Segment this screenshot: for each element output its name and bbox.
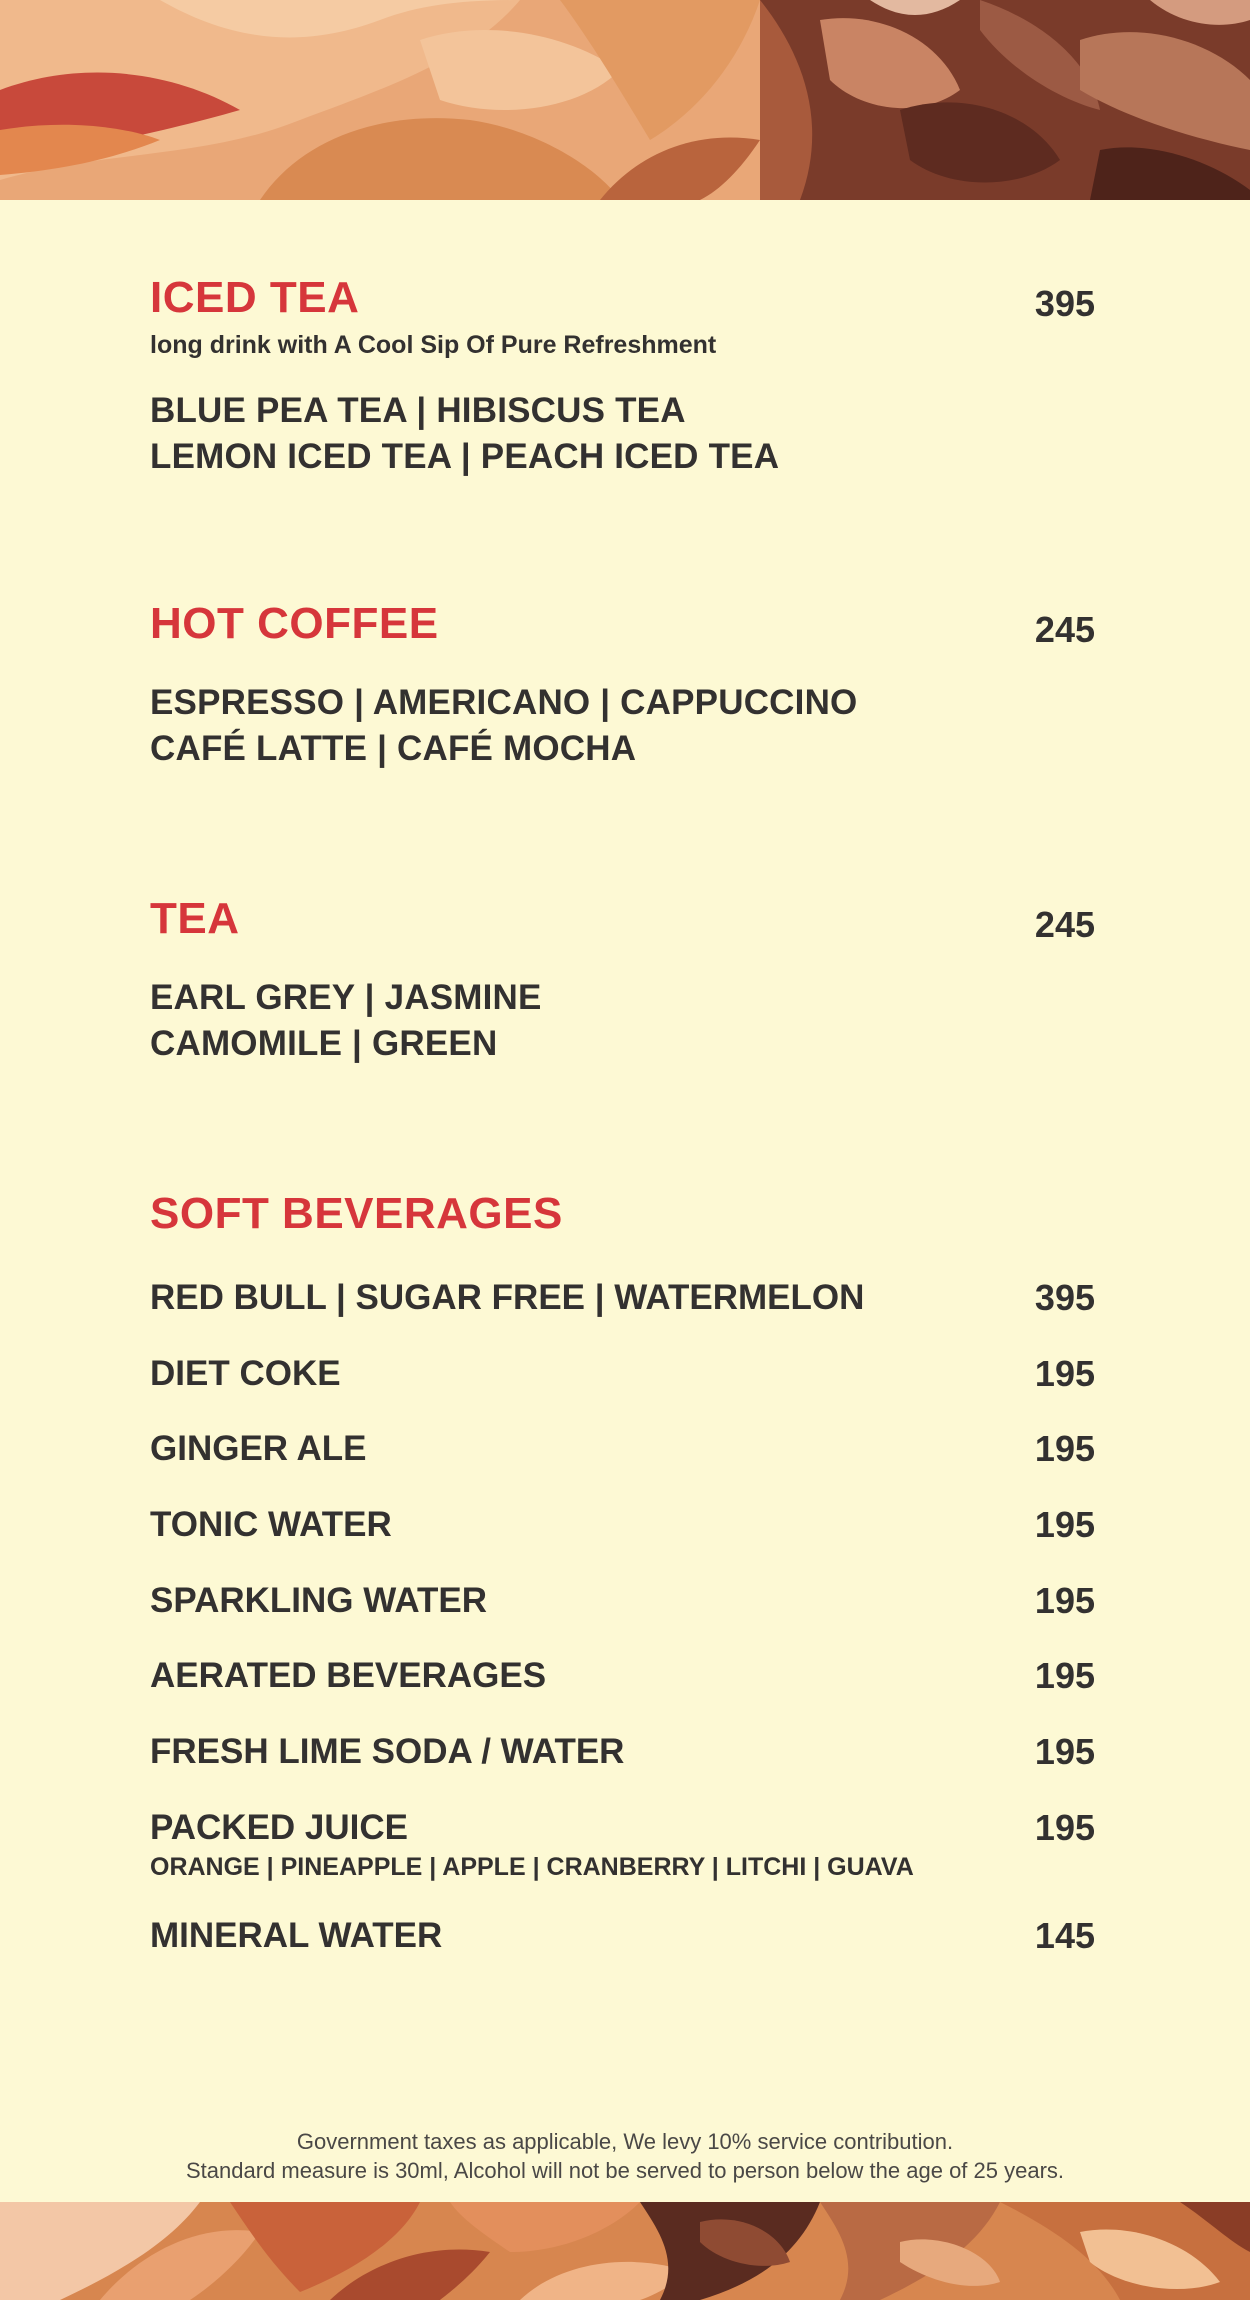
list-item — [150, 1502, 1095, 1548]
item-name: GINGER ALE — [150, 1429, 367, 1468]
iced-tea-section — [150, 272, 1095, 492]
floral-artwork-bottom — [0, 2202, 1250, 2300]
item-name: FRESH LIME SODA / WATER — [150, 1732, 625, 1771]
soft-beverages-heading: SOFT BEVERAGES — [150, 1189, 563, 1238]
floral-artwork-top — [0, 0, 1250, 200]
hot-coffee-varieties-line-2: CAFÉ LATTE | CAFÉ MOCHA — [150, 729, 637, 768]
item-name: SPARKLING WATER — [150, 1581, 488, 1620]
iced-tea-price: 395 — [1034, 283, 1095, 324]
tea-price: 245 — [1034, 904, 1095, 945]
item-name: AERATED BEVERAGES — [150, 1656, 547, 1695]
tea-section — [150, 893, 1095, 1073]
item-price: 195 — [1034, 1807, 1095, 1848]
list-item — [150, 1578, 1095, 1624]
list-item — [150, 1351, 1095, 1397]
item-name: MINERAL WATER — [150, 1916, 443, 1955]
list-item — [150, 1805, 1095, 1851]
item-price: 145 — [1034, 1915, 1095, 1956]
list-item — [150, 1913, 1095, 1959]
hot-coffee-heading: HOT COFFEE — [150, 599, 439, 648]
item-price: 395 — [1034, 1277, 1095, 1318]
hot-coffee-varieties-line-1: ESPRESSO | AMERICANO | CAPPUCCINO — [150, 683, 858, 722]
item-name: DIET COKE — [150, 1354, 341, 1393]
item-price: 195 — [1034, 1428, 1095, 1469]
hot-coffee-price: 245 — [1034, 609, 1095, 650]
item-price: 195 — [1034, 1580, 1095, 1621]
iced-tea-subtitle: long drink with A Cool Sip Of Pure Refreshment — [150, 331, 717, 359]
item-name: TONIC WATER — [150, 1505, 392, 1544]
tea-varieties-line-2: CAMOMILE | GREEN — [150, 1024, 498, 1063]
iced-tea-heading: ICED TEA — [150, 273, 360, 322]
tea-heading: TEA — [150, 894, 240, 943]
item-name: PACKED JUICE — [150, 1808, 409, 1847]
bottom-floral-banner — [0, 2202, 1250, 2300]
alcohol-disclaimer: Standard measure is 30ml, Alcohol will not be served to person below the age of 25 years. — [185, 2158, 1065, 2183]
list-item — [150, 1426, 1095, 1472]
tea-varieties-line-1: EARL GREY | JASMINE — [150, 978, 542, 1017]
list-item — [150, 1275, 1095, 1321]
item-price: 195 — [1034, 1655, 1095, 1696]
iced-tea-varieties-line-1: BLUE PEA TEA | HIBISCUS TEA — [150, 391, 686, 430]
tax-disclaimer: Government taxes as applicable, We levy 10% service contribution. — [296, 2129, 954, 2154]
item-price: 195 — [1034, 1731, 1095, 1772]
item-name: RED BULL | SUGAR FREE | WATERMELON — [150, 1278, 865, 1317]
item-price: 195 — [1034, 1504, 1095, 1545]
soft-beverages-section — [150, 1188, 1095, 1968]
packed-juice-flavours: ORANGE | PINEAPPLE | APPLE | CRANBERRY | LITCHI | GUAVA — [150, 1853, 914, 1881]
hot-coffee-section — [150, 598, 1095, 778]
list-item — [150, 1729, 1095, 1775]
top-floral-banner — [0, 0, 1250, 200]
iced-tea-varieties-line-2: LEMON ICED TEA | PEACH ICED TEA — [150, 437, 780, 476]
item-price: 195 — [1034, 1353, 1095, 1394]
list-item — [150, 1653, 1095, 1699]
